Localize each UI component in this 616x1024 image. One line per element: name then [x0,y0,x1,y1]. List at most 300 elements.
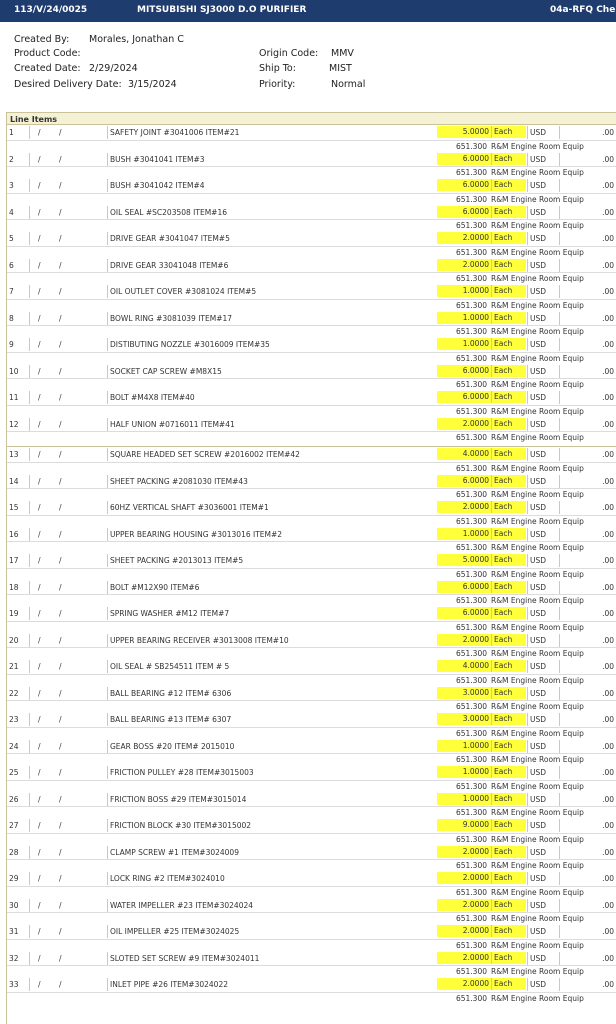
item-description[interactable]: DRIVE GEAR #3041047 ITEM#5 [107,232,440,245]
line-item-row[interactable] [7,952,616,979]
item-currency: USD [527,819,560,832]
date-separator: / [38,794,41,804]
document-title: MITSUBISHI SJ3000 D.O PURIFIER [137,5,307,15]
item-unit: Each [491,259,526,271]
line-number: 11 [9,391,30,404]
item-currency: USD [527,179,560,192]
item-unit: Each [491,687,526,699]
line-item-account-row [7,674,616,687]
department-name: R&M Engine Room Equip [491,543,584,552]
line-number: 21 [9,660,30,673]
section-divider [7,446,616,447]
item-description[interactable]: UPPER BEARING HOUSING #3013016 ITEM#2 [107,528,440,541]
date-separator: / [38,260,41,270]
line-items-header: Line Items [7,112,616,125]
item-amount: .00 [559,687,616,700]
line-item-row[interactable] [7,819,616,846]
item-currency: USD [527,740,560,753]
item-quantity: 2.0000 [437,634,491,646]
item-currency: USD [527,391,560,404]
line-item-row[interactable] [7,528,616,555]
date-separator: / [38,662,41,671]
item-description[interactable]: BALL BEARING #13 ITEM# 6307 [107,713,440,726]
item-amount: .00 [559,259,616,272]
line-number: 33 [9,978,30,991]
department-name: R&M Engine Room Equip [491,569,584,579]
line-item-row[interactable] [7,338,616,365]
line-number: 4 [9,206,30,219]
item-currency: USD [527,952,560,965]
item-amount: .00 [559,634,616,647]
date-separator: / [38,234,41,243]
line-item-account-row [7,939,616,952]
line-item-main [7,391,616,406]
line-item-main [7,607,616,622]
date-separator: / [59,741,62,751]
account-code: 651.300 [455,141,487,151]
line-item-row[interactable] [7,846,616,873]
date-separator: / [59,340,62,349]
line-item-row[interactable] [7,740,616,767]
line-number: 29 [9,872,30,885]
department-name: R&M Engine Room Equip [491,300,584,310]
line-item-account-row [7,378,616,391]
line-item-main [7,872,616,887]
item-unit: Each [491,581,526,593]
date-separator: / [38,181,41,190]
line-number: 31 [9,925,30,938]
account-code: 651.300 [455,543,487,552]
item-currency: USD [527,634,560,647]
line-item-account-row [7,594,616,607]
line-item-row[interactable] [7,259,616,286]
line-item-account-row [7,621,616,634]
line-item-row[interactable] [7,285,616,312]
item-quantity: 1.0000 [437,766,491,778]
item-description[interactable]: SPRING WASHER #M12 ITEM#7 [107,607,440,620]
date-separator: / [38,503,41,512]
department-name: R&M Engine Room Equip [491,221,584,230]
item-amount: .00 [559,607,616,620]
form-code: 04a-RFQ Che [550,5,616,15]
line-number: 2 [9,153,30,166]
item-description[interactable]: CLAMP SCREW #1 ITEM#3024009 [107,846,440,859]
department-name: R&M Engine Room Equip [491,861,584,870]
item-description[interactable]: SAFETY JOINT #3041006 ITEM#21 [107,126,440,139]
date-separator: / [59,503,62,512]
item-quantity: 1.0000 [437,793,491,805]
line-item-row[interactable] [7,475,616,502]
item-amount: .00 [559,448,616,461]
line-item-account-row [7,325,616,338]
account-code: 651.300 [455,380,487,389]
item-unit: Each [491,285,526,297]
line-item-account-row [7,700,616,713]
item-quantity: 2.0000 [437,952,491,964]
line-item-row[interactable] [7,365,616,392]
line-item-main [7,766,616,781]
item-description[interactable]: SHEET PACKING #2081030 ITEM#43 [107,475,440,488]
line-item-account-row [7,859,616,872]
line-item-row[interactable] [7,872,616,899]
line-item-row[interactable] [7,418,616,445]
account-code: 651.300 [455,221,487,230]
department-name: R&M Engine Room Equip [491,194,584,204]
created-by-label: Created By: [14,34,70,45]
date-separator: / [59,953,62,963]
department-name: R&M Engine Room Equip [491,622,584,632]
item-description[interactable]: DISTIBUTING NOZZLE #3016009 ITEM#35 [107,338,440,351]
line-number: 20 [9,634,30,647]
item-unit: Each [491,740,526,752]
account-code: 651.300 [455,353,487,363]
date-separator: / [59,287,62,296]
line-item-row[interactable] [7,766,616,793]
item-unit: Each [491,634,526,646]
line-item-main [7,501,616,516]
priority-label: Priority: [259,79,296,90]
account-code: 651.300 [455,781,487,791]
line-item-row[interactable] [7,978,616,1005]
date-separator: / [38,927,41,936]
line-item-row[interactable] [7,312,616,339]
line-number: 8 [9,312,30,325]
department-name: R&M Engine Room Equip [491,940,584,950]
line-item-main [7,179,616,194]
department-name: R&M Engine Room Equip [491,327,584,336]
line-number: 30 [9,899,30,912]
line-item-main [7,554,616,569]
line-item-row[interactable] [7,899,616,926]
department-name: R&M Engine Room Equip [491,406,584,416]
line-item-account-row [7,992,616,1005]
item-quantity: 2.0000 [437,846,491,858]
date-separator: / [38,450,41,459]
item-quantity: 1.0000 [437,312,491,324]
item-description[interactable]: FRICTION BOSS #29 ITEM#3015014 [107,793,440,806]
origin-code-value: MMV [331,48,354,59]
item-description[interactable]: BALL BEARING #12 ITEM# 6306 [107,687,440,700]
item-amount: .00 [559,554,616,567]
department-name: R&M Engine Room Equip [491,516,584,526]
account-code: 651.300 [455,490,487,499]
origin-code-label: Origin Code: [259,48,319,59]
item-currency: USD [527,528,560,541]
item-amount: .00 [559,952,616,965]
line-item-row[interactable] [7,391,616,418]
department-name: R&M Engine Room Equip [491,141,584,151]
account-code: 651.300 [455,463,487,473]
department-name: R&M Engine Room Equip [491,808,584,817]
date-separator: / [59,556,62,565]
item-unit: Each [491,126,526,138]
account-code: 651.300 [455,861,487,870]
item-description[interactable]: OIL SEAL #SC203508 ITEM#16 [107,206,440,219]
line-item-account-row [7,568,616,581]
item-quantity: 6.0000 [437,581,491,593]
line-item-row[interactable] [7,448,616,475]
item-description[interactable]: BOLT #M12X90 ITEM#6 [107,581,440,594]
account-code: 651.300 [455,194,487,204]
item-description[interactable]: WATER IMPELLER #23 ITEM#3024024 [107,899,440,912]
line-item-main [7,660,616,675]
line-item-main [7,418,616,433]
date-separator: / [59,582,62,592]
item-unit: Each [491,448,526,460]
date-separator: / [38,953,41,963]
item-description[interactable]: OIL OUTLET COVER #3081024 ITEM#5 [107,285,440,298]
line-item-row[interactable] [7,179,616,206]
date-separator: / [59,207,62,217]
line-item-main [7,285,616,300]
item-currency: USD [527,365,560,378]
line-item-main [7,528,616,543]
item-amount: .00 [559,872,616,885]
date-separator: / [59,181,62,190]
department-name: R&M Engine Room Equip [491,834,584,844]
item-unit: Each [491,475,526,487]
account-code: 651.300 [455,516,487,526]
line-item-row[interactable] [7,206,616,233]
item-description[interactable]: SHEET PACKING #2013013 ITEM#5 [107,554,440,567]
line-item-row[interactable] [7,501,616,528]
department-name: R&M Engine Room Equip [491,596,584,605]
item-amount: .00 [559,978,616,991]
line-number: 19 [9,607,30,620]
date-separator: / [59,393,62,402]
item-unit: Each [491,391,526,403]
line-item-main [7,925,616,940]
item-currency: USD [527,206,560,219]
line-number: 13 [9,448,30,461]
line-item-main [7,312,616,327]
account-code: 651.300 [455,274,487,283]
item-amount: .00 [559,528,616,541]
line-number: 23 [9,713,30,726]
line-number: 32 [9,952,30,965]
item-quantity: 6.0000 [437,365,491,377]
account-code: 651.300 [455,596,487,605]
item-description[interactable]: FRICTION BLOCK #30 ITEM#3015002 [107,819,440,832]
item-quantity: 3.0000 [437,687,491,699]
line-item-main [7,448,616,463]
line-item-row[interactable] [7,634,616,661]
line-item-row[interactable] [7,232,616,259]
department-name: R&M Engine Room Equip [491,702,584,711]
item-amount: .00 [559,660,616,673]
department-name: R&M Engine Room Equip [491,781,584,791]
account-code: 651.300 [455,649,487,658]
item-quantity: 5.0000 [437,126,491,138]
line-item-main [7,978,616,993]
department-name: R&M Engine Room Equip [491,168,584,177]
account-code: 651.300 [455,967,487,976]
line-item-main [7,740,616,755]
department-name: R&M Engine Room Equip [491,887,584,897]
item-amount: .00 [559,312,616,325]
item-currency: USD [527,232,560,245]
item-description[interactable]: OIL SEAL # SB254511 ITEM # 5 [107,660,440,673]
line-number: 15 [9,501,30,514]
date-separator: / [59,476,62,486]
date-separator: / [59,128,62,137]
account-code: 651.300 [455,168,487,177]
item-description[interactable]: FRICTION PULLEY #28 ITEM#3015003 [107,766,440,779]
account-code: 651.300 [455,914,487,923]
date-separator: / [59,609,62,618]
date-separator: / [38,741,41,751]
line-item-account-row [7,352,616,365]
item-amount: .00 [559,153,616,166]
date-separator: / [38,821,41,830]
item-quantity: 2.0000 [437,232,491,244]
item-description[interactable]: BOLT #M4X8 ITEM#40 [107,391,440,404]
line-item-account-row [7,541,616,554]
item-description[interactable]: HALF UNION #0716011 ITEM#41 [107,418,440,431]
line-item-account-row [7,462,616,475]
item-currency: USD [527,793,560,806]
department-name: R&M Engine Room Equip [491,993,584,1003]
item-quantity: 2.0000 [437,925,491,937]
item-description[interactable]: GEAR BOSS #20 ITEM# 2015010 [107,740,440,753]
line-item-account-row [7,912,616,925]
item-amount: .00 [559,206,616,219]
item-unit: Each [491,846,526,858]
item-amount: .00 [559,713,616,726]
account-code: 651.300 [455,834,487,844]
date-separator: / [59,662,62,671]
item-currency: USD [527,153,560,166]
created-by-value: Morales, Jonathan C [89,34,184,45]
date-separator: / [38,419,41,429]
item-unit: Each [491,418,526,430]
line-item-row[interactable] [7,554,616,581]
line-item-row[interactable] [7,713,616,740]
item-description[interactable]: SOCKET CAP SCREW #M8X15 [107,365,440,378]
line-item-main [7,819,616,834]
item-description[interactable]: 60HZ VERTICAL SHAFT #3036001 ITEM#1 [107,501,440,514]
item-quantity: 2.0000 [437,978,491,990]
date-separator: / [38,393,41,402]
line-number: 3 [9,179,30,192]
account-code: 651.300 [455,569,487,579]
date-separator: / [59,980,62,989]
item-description[interactable]: DRIVE GEAR 33041048 ITEM#6 [107,259,440,272]
item-unit: Each [491,365,526,377]
item-currency: USD [527,554,560,567]
item-currency: USD [527,312,560,325]
item-amount: .00 [559,475,616,488]
item-quantity: 6.0000 [437,475,491,487]
account-code: 651.300 [455,993,487,1003]
line-item-main [7,687,616,702]
line-item-row[interactable] [7,925,616,952]
line-number: 18 [9,581,30,594]
department-name: R&M Engine Room Equip [491,463,584,473]
line-item-row[interactable] [7,126,616,153]
item-quantity: 2.0000 [437,501,491,513]
date-separator: / [38,340,41,349]
line-item-main [7,846,616,861]
item-quantity: 2.0000 [437,259,491,271]
line-item-row[interactable] [7,793,616,820]
date-separator: / [59,529,62,539]
item-description[interactable]: BUSH #3041042 ITEM#4 [107,179,440,192]
line-item-account-row [7,515,616,528]
item-quantity: 5.0000 [437,554,491,566]
item-currency: USD [527,475,560,488]
created-date-value: 2/29/2024 [89,63,138,74]
line-item-main [7,232,616,247]
item-currency: USD [527,126,560,139]
item-amount: .00 [559,338,616,351]
item-description[interactable]: SQUARE HEADED SET SCREW #2016002 ITEM#42 [107,448,440,461]
item-currency: USD [527,285,560,298]
item-amount: .00 [559,391,616,404]
account-code: 651.300 [455,406,487,416]
line-number: 25 [9,766,30,779]
line-item-account-row [7,886,616,899]
item-unit: Each [491,899,526,911]
line-item-row[interactable] [7,687,616,714]
item-description[interactable]: INLET PIPE #26 ITEM#3024022 [107,978,440,991]
line-item-row[interactable] [7,660,616,687]
item-unit: Each [491,179,526,191]
department-name: R&M Engine Room Equip [491,967,584,976]
item-currency: USD [527,418,560,431]
department-name: R&M Engine Room Equip [491,274,584,283]
date-separator: / [38,847,41,857]
line-item-row[interactable] [7,581,616,608]
account-code: 651.300 [455,755,487,764]
item-description[interactable]: UPPER BEARING RECEIVER #3013008 ITEM#10 [107,634,440,647]
account-code: 651.300 [455,675,487,685]
line-item-account-row [7,219,616,232]
item-currency: USD [527,338,560,351]
item-unit: Each [491,872,526,884]
line-item-account-row [7,431,616,444]
line-item-account-row [7,965,616,978]
account-code: 651.300 [455,887,487,897]
item-unit: Each [491,528,526,540]
line-item-row[interactable] [7,153,616,180]
date-separator: / [38,715,41,724]
item-description[interactable]: BOWL RING #3081039 ITEM#17 [107,312,440,325]
line-number: 9 [9,338,30,351]
line-item-main [7,153,616,168]
item-description[interactable]: LOCK RING #2 ITEM#3024010 [107,872,440,885]
line-number: 27 [9,819,30,832]
account-code: 651.300 [455,327,487,336]
date-separator: / [59,927,62,936]
date-separator: / [38,476,41,486]
item-amount: .00 [559,232,616,245]
line-number: 7 [9,285,30,298]
item-description[interactable]: OIL IMPELLER #25 ITEM#3024025 [107,925,440,938]
item-description[interactable]: BUSH #3041041 ITEM#3 [107,153,440,166]
line-item-row[interactable] [7,607,616,634]
department-name: R&M Engine Room Equip [491,728,584,738]
line-item-main [7,634,616,649]
line-items-panel [6,112,616,1024]
item-currency: USD [527,501,560,514]
line-item-account-row [7,806,616,819]
item-description[interactable]: SLOTED SET SCREW #9 ITEM#3024011 [107,952,440,965]
account-code: 651.300 [455,940,487,950]
department-name: R&M Engine Room Equip [491,353,584,363]
line-number: 22 [9,687,30,700]
date-separator: / [38,128,41,137]
